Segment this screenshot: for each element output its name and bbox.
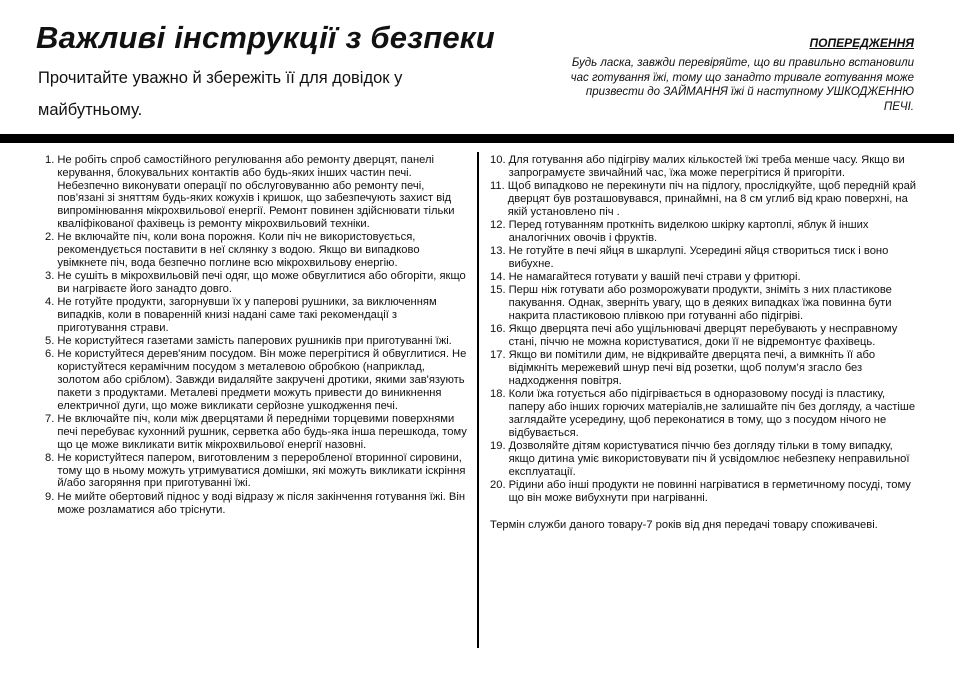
item-text: Рідини або інші продукти не повинні нагріватися в герметичному посуді, тому що він може вибухнути при нагріванні. (508, 478, 911, 504)
instruction-item (45, 296, 469, 334)
instruction-item (45, 335, 469, 348)
item-number: 8. (45, 451, 55, 464)
column-divider (477, 152, 479, 648)
instruction-item (490, 479, 922, 505)
page-subtitle: Прочитайте уважно й збережіть її для довідок у майбутньому. (38, 69, 403, 119)
item-number: 16. (490, 323, 506, 336)
item-number: 3. (45, 270, 55, 283)
instruction-item (45, 348, 469, 412)
instruction-item (45, 413, 469, 451)
item-number: 12. (490, 218, 506, 231)
item-text: Не користуйтеся дерев'яним посудом. Він може перегрітися й обвуглитися. Не користуйтеся керамічним посудом з металевою обробкою (наприклад, золотом або сріблом). Завжди видаляйте закручені дротики, якими зав'язують пакети з продуктами. Металеві предмети можуть привести до виникнення електричної дуги, що може викликати серйозне ушкодження печі. (57, 348, 467, 412)
item-number: 19. (490, 440, 506, 453)
instruction-item (45, 491, 469, 517)
item-number: 2. (45, 231, 55, 244)
item-number: 10. (490, 154, 506, 166)
item-number: 9. (45, 490, 55, 503)
item-number: 6. (45, 348, 55, 361)
item-text: Перш ніж готувати або розморожувати продукти, зніміть з них пластикове пакування. Однак, зверніть увагу, що в деяких випадках їжа повинна бути накрита пластиковою плівкою при готуванні або підігріві. (508, 284, 892, 323)
item-text: Не робіть спроб самостійного регулювання або ремонту дверцят, панелі керування, блокувальних контактів або будь-яких інших частин печі. Небезпечно виконувати операції по обслуговуванню або ремонту печі, пов’язані зі зняттям будь-яких кожухів і кришок, що забезпечують захист від випромінювання мікрохвильової енергії. Ремонт повинен здійснювати тільки кваліфікованої фахівець із ремонту мікрохвильовий техніки. (57, 154, 455, 230)
item-number: 1. (45, 154, 55, 166)
instructions-left-column (45, 154, 469, 517)
item-number: 13. (490, 245, 506, 258)
item-number: 11. (490, 180, 505, 193)
item-number: 5. (45, 335, 55, 348)
item-text: Щоб випадково не перекинути піч на підлогу, прослідкуйте, щоб передній край дверцят був розташовувався, принаймні, на 8 см углиб від краю поверхні, на якій установлено піч . (507, 180, 917, 218)
item-number: 7. (45, 412, 55, 425)
warning-box (554, 36, 914, 114)
item-text: Не готуйте продукти, загорнувши їх у паперові рушники, за виключенням випадків, коли в поваренній книзі надані саме такі рекомендації з приготування страви. (57, 296, 437, 334)
instruction-item (490, 284, 922, 322)
item-number: 14. (490, 271, 506, 284)
instruction-item (490, 154, 922, 180)
item-text: Не користуйтеся газетами замість паперових рушників при приготуванні їжі. (57, 335, 452, 348)
instruction-item (45, 154, 469, 231)
item-text: Не мийте обертовий піднос у воді відразу ж після закінчення готування їжі. Він може розламатися або тріснути. (57, 490, 466, 516)
item-number: 20. (490, 478, 506, 491)
instruction-item (490, 323, 922, 349)
item-number: 4. (45, 296, 55, 309)
item-text: Не включайте піч, коли між дверцятами й передніми торцевими поверхнями печі перебуває кухонний рушник, серветка або будь-яка інша перешкода, тому що це може викликати витік мікрохвильової енергії назовні. (57, 412, 467, 451)
item-number: 17. (490, 349, 506, 362)
item-text: Для готування або підігріву малих кількостей їжі треба менше часу. Якщо ви запрограмуєте звичайний час, їжа може перегрітися й пригоріти. (508, 154, 905, 179)
instruction-item (490, 271, 922, 284)
item-number: 18. (490, 388, 506, 401)
item-text: Не готуйте в печі яйця в шкарлупі. Усередині яйця створиться тиск і воно вибухне. (508, 245, 889, 270)
warning-text: Будь ласка, завжди перевіряйте, що ви правильно встановили час готування їжі, тому що занадто тривале готування може призвести до ЗАЙМАННЯ їжі й наступному УШКОДЖЕННЮ ПЕЧІ. (570, 57, 914, 113)
warning-title: ПОПЕРЕДЖЕННЯ (809, 36, 914, 50)
item-text: Не сушіть в мікрохвильовій печі одяг, що може обвуглитися або обгоріти, якщо ви нагріваєте його занадто довго. (57, 270, 466, 295)
instruction-item (45, 270, 469, 296)
item-text: Якщо дверцята печі або ущільнювачі дверцят перебувають у несправному стані, піччю не можна користуватися, доки її не відремонтує фахівець. (508, 323, 898, 349)
item-text: Не користуйтеся папером, виготовленим з переробленої вторинної сировини, тому що в ньому можуть утримуватися домішки, які можуть викликати іскріння й/або загоряння при приготуванні їжі. (57, 451, 466, 490)
item-text: Перед готуванням проткніть виделкою шкірку картоплі, яблук й інших аналогічних овочів і фруктів. (508, 218, 869, 244)
item-text: Не включайте піч, коли вона порожня. Коли піч не використовується, рекомендується поставити в неї склянку з водою. Якщо ви випадково увімкнете піч, вода безпечно поглине всю мікрохвильову енергію. (57, 231, 420, 269)
item-text: Дозволяйте дітям користуватися піччю без догляду тільки в тому випадку, якщо дитина уміє використовувати піч й усвідомлює небезпеку неправильної експлуатації. (508, 440, 910, 478)
page-title: Важливі інструкції з безпеки (36, 20, 495, 55)
instruction-item (490, 245, 922, 271)
instruction-item (45, 452, 469, 490)
instructions-right-column (490, 154, 922, 531)
instruction-item (490, 349, 922, 387)
instruction-item (490, 180, 922, 218)
instruction-item (490, 388, 922, 439)
instruction-item (490, 219, 922, 245)
item-text: Не намагайтеся готувати у вашій печі страви у фритюрі. (508, 271, 801, 284)
header-divider (0, 134, 954, 143)
item-number: 15. (490, 284, 506, 297)
item-text: Якщо ви помітили дим, не відкривайте дверцята печі, а вимкніть її або відімкніть мережевий шнур печі від розетки, щоб полум’я згасло без надходження повітря. (508, 349, 876, 388)
instruction-item (45, 231, 469, 269)
service-life-note: Термін служби даного товару-7 років від дня передачі товару споживачеві. (490, 518, 878, 531)
instruction-item (490, 440, 922, 478)
item-text: Коли їжа готується або підігрівається в одноразовому посуді із пластику, паперу або інших горючих матеріалів,не залишайте піч без догляду, а частіше заглядайте усередину, щоб переконатися в тому, що з посудом нічого не відбувається. (508, 388, 916, 439)
